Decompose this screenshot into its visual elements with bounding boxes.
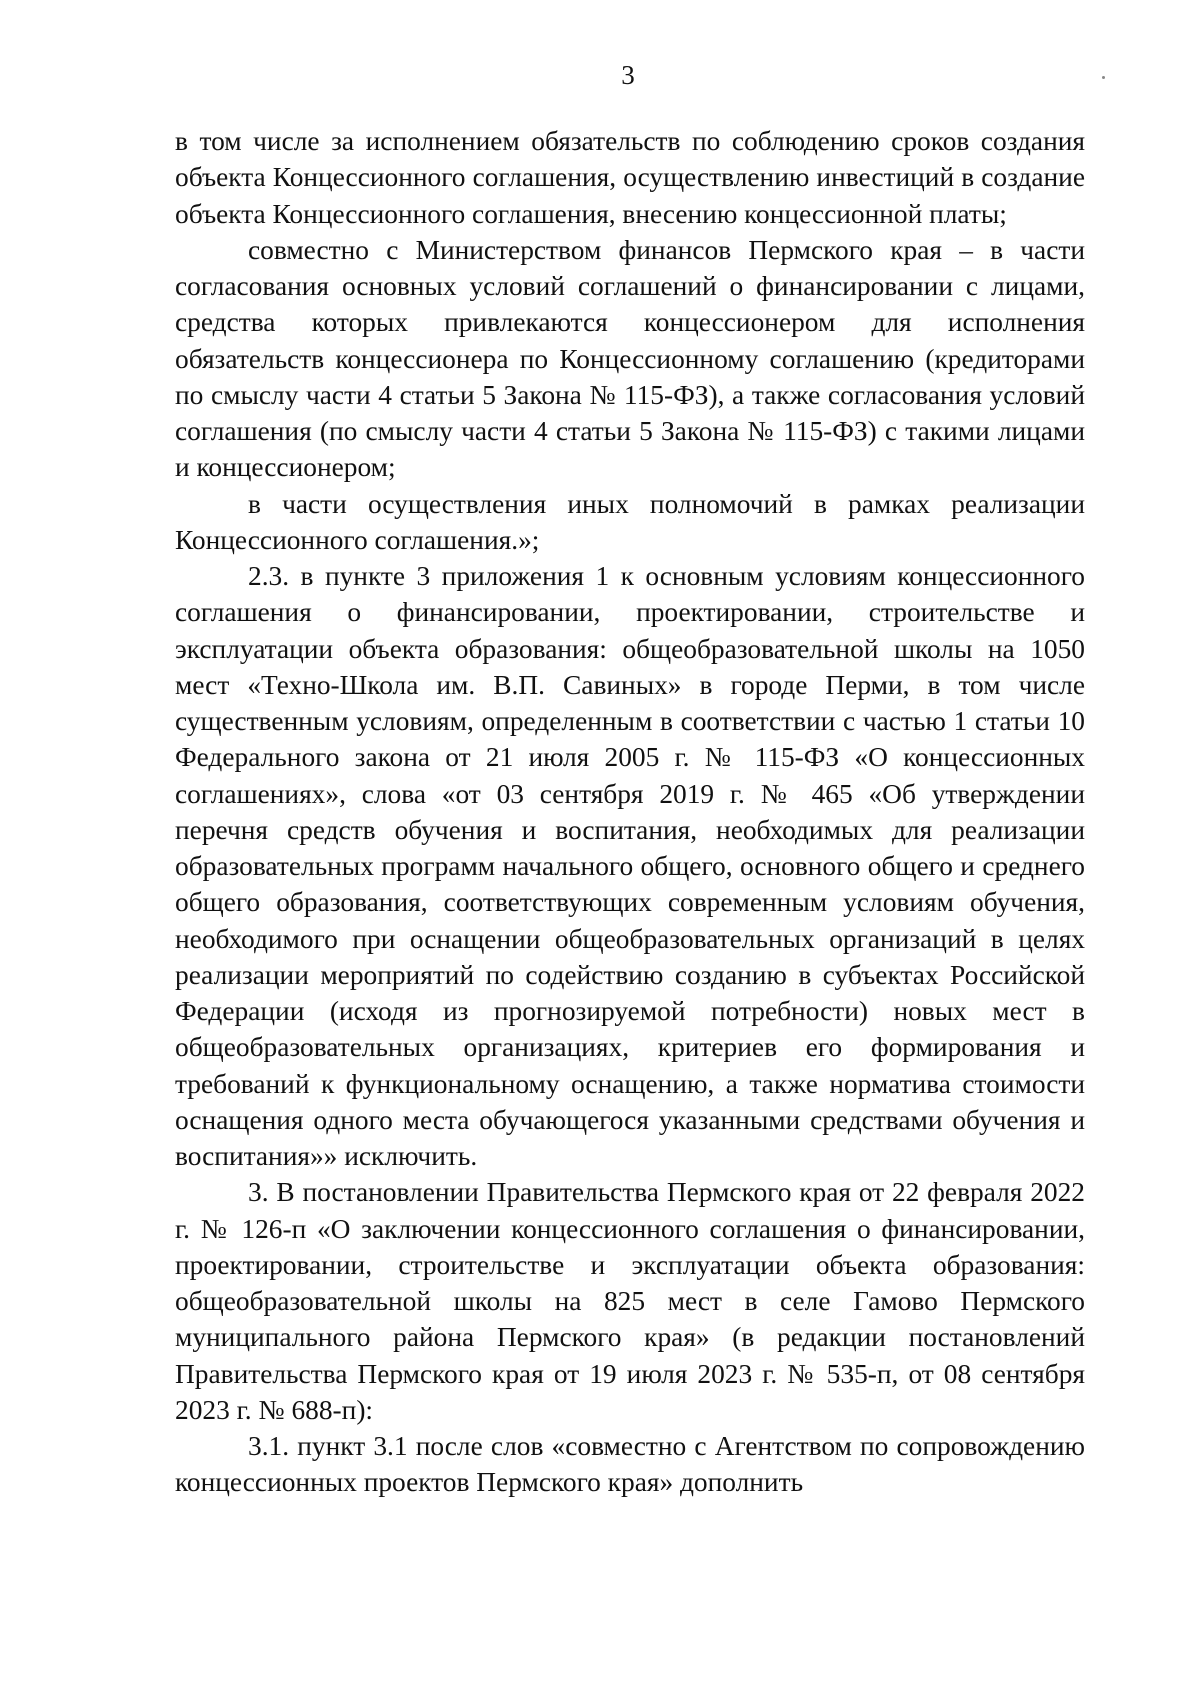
- document-body: [175, 123, 1085, 1501]
- paragraph-5: 3. В постановлении Правительства Пермского края от 22 февраля 2022 г. № 126-п «О заключении концессионного соглашения о финансировании, проектировании, строительстве и эксплуатации объекта образования: общеобразовательной школы на 825 мест в селе Гамово Пермского муниципального района Пермского края» (в редакции постановлений Правительства Пермского края от 19 июля 2023 г. № 535-п, от 08 сентября 2023 г. № 688-п):: [175, 1177, 1085, 1425]
- paragraph-4: 2.3. в пункте 3 приложения 1 к основным условиям концессионного соглашения о финансировании, проектировании, строительстве и эксплуатации объекта образования: общеобразовательной школы на 1050 мест «Техно-Школа им. В.П. Савиных» в городе Перми, в том числе существенным условиям, определенным в соответствии с частью 1 статьи 10 Федерального закона от 21 июля 2005 г. № 115-ФЗ «О концессионных соглашениях», слова «от 03 сентября 2019 г. № 465 «Об утверждении перечня средств обучения и воспитания, необходимых для реализации образовательных программ начального общего, основного общего и среднего общего образования, соответствующих современным условиям обучения, необходимого при оснащении общеобразовательных организаций в целях реализации мероприятий по содействию созданию в субъектах Российской Федерации (исходя из прогнозируемой потребности) новых мест в общеобразовательных организациях, критериев его формирования и требований к функциональному оснащению, а также норматива стоимости оснащения одного места обучающегося указанными средствами обучения и воспитания»» исключить.: [175, 561, 1085, 1171]
- page-number: 3: [621, 60, 635, 90]
- scan-speck: [1102, 76, 1105, 79]
- paragraph-6: 3.1. пункт 3.1 после слов «совместно с Агентством по сопровождению концессионных проектов Пермского края» дополнить: [175, 1431, 1085, 1498]
- paragraph-3: в части осуществления иных полномочий в рамках реализации Концессионного соглашения.»;: [175, 488, 1085, 555]
- paragraph-2: совместно с Министерством финансов Пермского края – в части согласования основных условий соглашений о финансировании с лицами, средства которых привлекаются концессионером для исполнения обязательств концессионера по Концессионному соглашению (кредиторами по смыслу части 4 статьи 5 Закона № 115-ФЗ), а также согласования условий соглашения (по смыслу части 4 статьи 5 Закона № 115-ФЗ) с такими лицами и концессионером;: [175, 234, 1085, 483]
- paragraph-1: в том числе за исполнением обязательств по соблюдению сроков создания объекта Концессионного соглашения, осуществлению инвестиций в создание объекта Концессионного соглашения, внесению концессионной платы;: [175, 126, 1085, 229]
